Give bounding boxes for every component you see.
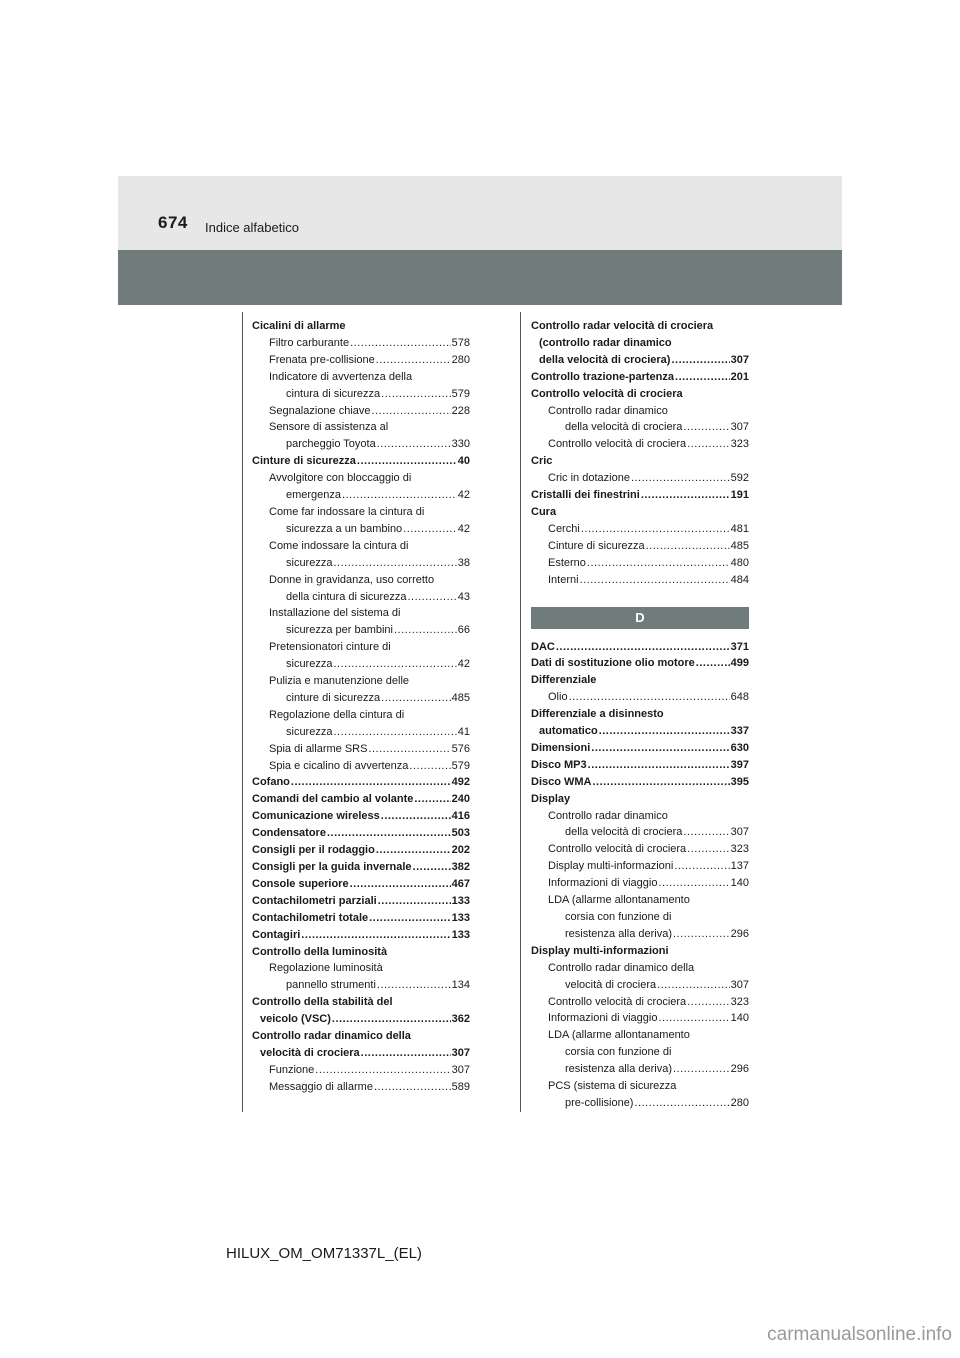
index-entry-text: Contagiri [252,928,301,941]
index-entry-page: 330 [451,438,470,451]
index-entry-text: DAC [531,640,555,653]
dot-leader [301,927,450,944]
index-entry: Donne in gravidanza, uso corretto [269,573,435,586]
index-entry-text: emergenza [286,489,342,502]
dot-leader [413,859,451,876]
dot-leader [327,825,451,842]
index-entry-text: Dimensioni [531,741,591,754]
index-entry-text: velocità di crociera [565,978,657,991]
index-entry [531,858,749,875]
index-entry-page: 492 [451,776,470,789]
dot-leader [342,487,457,504]
dot-leader [587,555,730,572]
index-entry-page: 296 [730,1063,749,1076]
index-entry-page: 296 [730,927,749,940]
dot-leader [381,690,450,707]
index-entry [252,825,470,842]
index-entry-page: 240 [451,793,470,806]
index-entry [252,555,470,572]
page-number: 674 [158,213,188,232]
index-entry [252,842,470,859]
index-entry-text: cintura di sicurezza [286,387,381,400]
dot-leader [674,858,729,875]
index-entry-text: Disco WMA [531,775,592,788]
index-entry-text: Contachilometri totale [252,911,369,924]
dot-leader [687,841,729,858]
index-entry-text: sicurezza a un bambino [286,522,403,535]
index-entry-text: Informazioni di viaggio [548,877,658,890]
index-entry [252,808,470,825]
dot-leader [361,1045,451,1062]
dot-leader [593,774,730,791]
index-entry: Controllo radar dinamico [548,809,668,822]
index-entry: Controllo radar dinamico della [548,961,695,974]
index-entry: Differenziale [531,674,597,687]
index-entry-text: Consigli per la guida invernale [252,861,412,873]
index-entry [252,386,470,403]
index-entry [531,774,749,791]
center-column-rule [520,312,521,1112]
dot-leader [556,639,730,656]
index-entry [252,335,470,352]
index-entry-page: 41 [457,725,470,738]
dot-leader [631,470,730,487]
index-entry: Controllo della luminosità [252,945,388,958]
dot-leader [333,724,456,741]
section-title: Indice alfabetico [205,220,299,235]
index-entry-page: 40 [457,455,470,468]
index-entry-text: Messaggio di allarme [269,1080,373,1093]
index-entry [531,521,749,538]
index-entry: LDA (allarme allontanamento [548,894,690,907]
dot-leader [291,774,451,791]
dot-leader [591,740,729,757]
index-entry-page: 395 [730,775,749,788]
index-entry-page: 280 [451,353,470,366]
document-code: HILUX_OM_OM71337L_(EL) [226,1245,422,1262]
index-entry: Pulizia e manutenzione delle [269,675,410,688]
index-entry [252,774,470,791]
index-entry-text: della cintura di sicurezza [286,590,407,603]
index-entry-text: sicurezza [286,556,333,569]
index-entry-page: 371 [730,640,749,653]
dot-leader [683,419,729,436]
index-entry-page: 578 [451,336,470,349]
index-entry-page: 481 [730,522,749,535]
index-entry: corsia con funzione di [565,911,672,923]
index-entry-text: Segnalazione chiave [269,404,371,417]
dot-leader [333,656,456,673]
index-entry [252,893,470,910]
index-entry [252,403,470,420]
index-entry [531,487,749,504]
index-entry-text: cinture di sicurezza [286,691,381,704]
index-entry-page: 66 [457,624,470,637]
index-entry-page: 307 [451,1063,470,1076]
index-entry-page: 323 [730,438,749,451]
index-entry-text: Filtro carburante [269,336,350,349]
index-entry-text: Frenata pre-collisione [269,353,375,366]
dot-leader [333,555,456,572]
index-entry-text: sicurezza [286,725,333,738]
dot-leader [374,1079,451,1096]
index-entry-text: Controllo trazione-partenza [531,370,675,383]
index-entry [252,977,470,994]
index-entry [531,740,749,757]
index-entry [531,841,749,858]
index-entry-text: Cinture di sicurezza [252,455,356,468]
index-entry [252,859,470,876]
index-entry-page: 140 [730,1012,749,1025]
index-entry-page: 382 [451,861,470,873]
index-entry-text: della velocità di crociera [565,421,683,434]
dot-leader [673,1061,730,1078]
index-entry: LDA (allarme allontanamento [548,1029,690,1042]
header-band-dark [118,250,842,305]
index-entry-text: Controllo velocità di crociera [548,995,687,1008]
index-entry [252,487,470,504]
index-entry-page: 579 [451,387,470,400]
index-entry: Controllo radar dinamico della [252,1030,411,1043]
dot-leader [372,403,451,420]
index-entry [531,977,749,994]
index-entry [252,791,470,808]
index-entry-text: Esterno [548,556,586,569]
index-entry [531,824,749,841]
index-entry-text: Cristalli dei finestrini [531,489,640,502]
dot-leader [376,352,451,369]
index-entry-text: Contachilometri parziali [252,894,377,907]
index-entry-page: 191 [730,489,749,502]
index-entry-text: Disco MP3 [531,758,587,771]
index-entry-page: 307 [730,353,749,366]
index-entry-text: Funzione [269,1063,315,1076]
index-entry-text: della velocità di crociera [565,826,683,839]
index-column-left [252,318,470,1096]
dot-leader [394,622,457,639]
dot-leader [377,977,451,994]
letter-band-d: D [531,607,749,629]
index-entry [531,369,749,386]
index-entry [252,589,470,606]
index-entry: Come far indossare la cintura di [269,505,425,518]
index-entry-text: sicurezza per bambini [286,624,393,637]
dot-leader [687,994,729,1011]
dot-leader [580,572,730,589]
index-entry-text: sicurezza [286,658,333,671]
index-group-c-continued [531,318,749,589]
index-entry-text: Interni [548,573,579,586]
index-entry-page: 307 [451,1046,470,1059]
index-entry-page: 43 [457,590,470,603]
index-entry [531,352,749,369]
index-entry [531,419,749,436]
index-entry: Cric [531,455,553,468]
index-entry-page: 280 [730,1096,749,1109]
index-entry [531,994,749,1011]
index-entry [531,1010,749,1027]
index-entry [252,352,470,369]
index-entry [252,910,470,927]
index-entry-text: velocità di crociera [260,1046,360,1059]
index-entry-page: 133 [451,928,470,941]
index-entry-page: 589 [451,1080,470,1093]
index-entry [252,1045,470,1062]
index-entry [252,453,470,470]
index-entry [531,572,749,589]
index-entry-page: 579 [451,759,470,772]
dot-leader [377,436,451,453]
index-entry-page: 307 [730,978,749,991]
index-entry [252,622,470,639]
index-entry-text: Display multi-informazioni [548,860,674,873]
index-entry-page: 503 [451,827,470,840]
index-entry-page: 228 [451,404,470,417]
index-entry-text: Comandi del cambio al volante [252,793,414,806]
index-entry [531,555,749,572]
dot-leader [376,842,451,859]
index-entry-text: Informazioni di viaggio [548,1012,658,1025]
index-entry-page: 480 [730,556,749,569]
index-entry: Pretensionatori cinture di [269,641,391,654]
index-entry [252,1079,470,1096]
index-entry: Display multi-informazioni [531,944,669,957]
index-entry [252,521,470,538]
index-entry: corsia con funzione di [565,1046,672,1059]
index-entry-page: 648 [730,691,749,704]
index-entry-page: 592 [730,472,749,485]
index-entry [531,689,749,706]
index-entry-page: 201 [730,370,749,383]
index-entry-page: 140 [730,877,749,890]
index-entry-text: resistenza alla deriva) [565,927,672,940]
dot-leader [569,689,730,706]
index-entry: Controllo radar dinamico [548,404,668,417]
index-entry-page: 42 [457,658,470,671]
index-entry-text: Controllo velocità di crociera [548,438,687,451]
index-entry-page: 362 [451,1013,470,1026]
index-entry: Sensore di assistenza al [269,421,389,434]
index-entry [531,655,749,672]
index-entry-text: della velocità di crociera) [539,353,671,366]
index-entry-text: Cric in dotazione [548,472,630,485]
index-entry [531,436,749,453]
index-entry-page: 576 [451,742,470,755]
dot-leader [696,655,730,672]
dot-leader [588,757,730,774]
index-entry: Regolazione luminosità [269,962,383,975]
dot-leader [641,487,730,504]
index-entry [531,723,749,740]
index-entry-page: 485 [451,691,470,704]
index-entry: Controllo velocità di crociera [531,387,683,400]
index-entry-page: 485 [730,539,749,552]
dot-leader [368,741,450,758]
index-entry-page: 307 [730,421,749,434]
index-entry-page: 323 [730,843,749,856]
index-entry-text: pannello strumenti [286,979,376,992]
index-entry-page: 134 [451,979,470,992]
index-entry-page: 42 [457,522,470,535]
index-entry-page: 416 [451,810,470,823]
index-entry [531,1095,749,1112]
dot-leader [357,453,457,470]
index-entry: Differenziale a disinnesto [531,708,664,721]
dot-leader [378,893,451,910]
dot-leader [350,876,451,893]
dot-leader [315,1062,450,1079]
dot-leader [599,723,730,740]
dot-leader [381,808,451,825]
dot-leader [369,910,451,927]
index-entry: Avvolgitore con bloccaggio di [269,472,412,485]
dot-leader [634,1095,729,1112]
index-entry-page: 397 [730,758,749,771]
index-entry [252,758,470,775]
index-entry: Indicatore di avvertenza della [269,370,413,383]
index-entry: (controllo radar dinamico [539,336,672,349]
index-entry-text: Spia di allarme SRS [269,742,368,755]
index-entry [531,538,749,555]
dot-leader [671,352,729,369]
index-entry-page: 202 [451,844,470,857]
dot-leader [658,1010,729,1027]
dot-leader [409,758,450,775]
index-group-d [531,639,749,1112]
index-entry-page: 337 [730,725,749,738]
index-entry-page: 38 [457,556,470,569]
index-entry [252,741,470,758]
dot-leader [332,1011,451,1028]
index-entry-page: 133 [451,911,470,924]
index-entry-page: 499 [730,657,749,670]
dot-leader [687,436,729,453]
index-entry: Display [531,792,571,805]
index-entry [531,470,749,487]
index-entry-text: automatico [539,725,598,738]
index-column-right [531,318,749,1112]
index-entry-text: veicolo (VSC) [260,1013,331,1026]
index-entry: Cicalini di allarme [252,320,346,332]
index-entry [531,1061,749,1078]
index-entry-text: pre-collisione) [565,1096,634,1109]
index-entry-text: parcheggio Toyota [286,438,376,451]
dot-leader [675,369,730,386]
index-entry-page: 133 [451,894,470,907]
dot-leader [414,791,450,808]
dot-leader [646,538,730,555]
index-entry-text: Dati di sostituzione olio motore [531,657,695,670]
index-entry [252,927,470,944]
index-entry: Cura [531,505,557,518]
index-entry [531,639,749,656]
dot-leader [403,521,457,538]
header-band-light [118,176,842,250]
index-entry [252,690,470,707]
index-entry-page: 630 [730,741,749,754]
index-entry-text: Comunicazione wireless [252,810,380,823]
dot-leader [350,335,451,352]
index-entry-text: Cinture di sicurezza [548,539,645,552]
index-entry-page: 137 [730,860,749,873]
index-entry: Come indossare la cintura di [269,539,409,552]
index-entry-text: Consigli per il rodaggio [252,844,375,857]
index-entry [531,875,749,892]
dot-leader [658,875,729,892]
index-entry-page: 484 [730,573,749,586]
index-entry-text: Controllo velocità di crociera [548,843,687,856]
watermark: carmanualsonline.info [767,1324,952,1345]
index-entry [252,876,470,893]
index-entry [252,656,470,673]
index-entry [252,436,470,453]
index-entry-text: Condensatore [252,827,326,840]
index-entry: Controllo radar velocità di crociera [531,320,714,332]
index-entry-text: Spia e cicalino di avvertenza [269,759,409,772]
index-entry: Installazione del sistema di [269,607,401,620]
dot-leader [581,521,730,538]
dot-leader [657,977,730,994]
index-entry-text: Cerchi [548,522,580,535]
index-entry [252,1011,470,1028]
index-entry-text: Console superiore [252,877,349,890]
index-entry: PCS (sistema di sicurezza [548,1080,677,1093]
left-column-rule [242,312,243,1112]
index-entry [531,926,749,943]
index-entry-page: 323 [730,995,749,1008]
index-entry [531,757,749,774]
index-entry-text: Olio [548,691,568,704]
index-entry-page: 307 [730,826,749,839]
index-entry-text: resistenza alla deriva) [565,1063,672,1076]
dot-leader [407,589,456,606]
dot-leader [683,824,729,841]
dot-leader [381,386,450,403]
index-entry [252,724,470,741]
index-entry-text: Cofano [252,776,290,789]
index-entry-page: 42 [457,489,470,502]
index-entry-page: 467 [451,877,470,890]
dot-leader [673,926,730,943]
index-entry: Controllo della stabilità del [252,996,393,1009]
index-entry: Regolazione della cintura di [269,708,405,721]
index-entry [252,1062,470,1079]
